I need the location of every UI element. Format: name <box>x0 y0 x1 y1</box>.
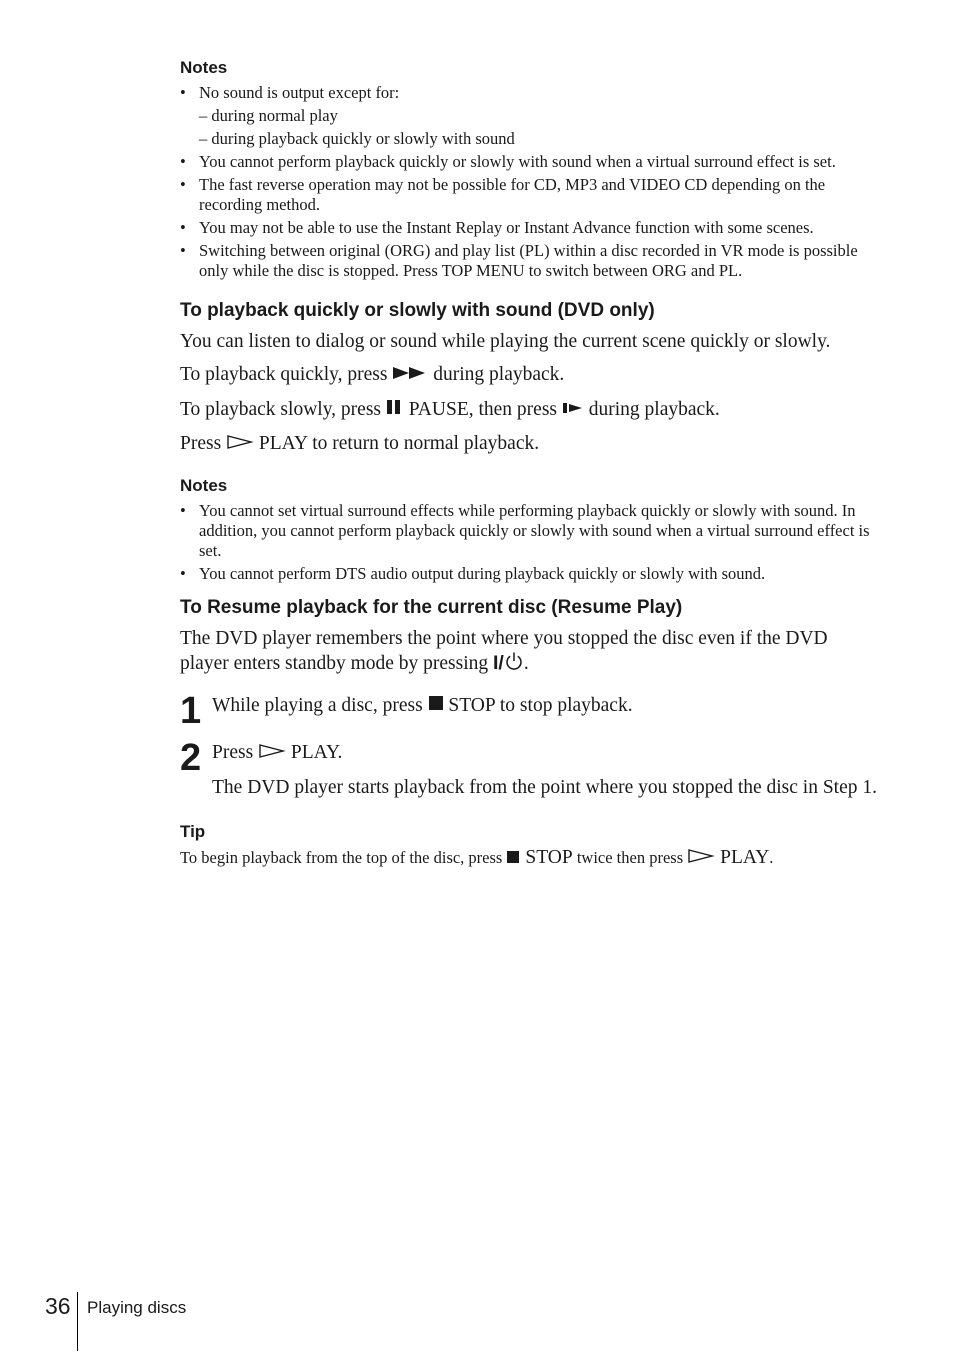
note-item: • You cannot perform DTS audio output during playback quickly or slowly with sound. <box>180 563 766 583</box>
text: twice then press <box>572 847 688 867</box>
tip-text <box>180 847 880 870</box>
note-subitem: – during normal play <box>199 106 338 125</box>
step-1 <box>180 689 880 732</box>
step-2 <box>180 737 880 800</box>
note-item: • You may not be able to use the Instant Replay or Instant Advance function with some scenes. <box>180 218 814 237</box>
tip-block <box>180 822 880 870</box>
notes-block-2 <box>180 476 880 584</box>
text: during playback. <box>583 398 720 420</box>
note-text: No sound is output except for: <box>199 83 400 102</box>
play-icon <box>687 848 715 870</box>
fast-forward-icon <box>392 364 428 388</box>
note-item: • The fast reverse operation may not be possible for CD, MP3 and VIDEO CD depending on the recording method. <box>180 175 826 214</box>
section-playback-speed <box>180 299 880 457</box>
text: PLAY. <box>286 742 343 764</box>
power-icon <box>504 651 524 678</box>
paragraph <box>180 398 880 423</box>
notes-heading: Notes <box>180 475 228 495</box>
step-text <box>212 694 880 719</box>
text: Press <box>212 742 259 764</box>
notes-heading: Notes <box>180 58 228 77</box>
footer-section-title: Playing discs <box>87 1298 187 1317</box>
note-item: • You cannot perform playback quickly or slowly with sound when a virtual surround effect is set. <box>180 152 836 171</box>
text: . <box>769 847 774 867</box>
step-number: 1 <box>180 689 202 732</box>
note-text: You cannot perform DTS audio output during playback quickly or slowly with sound. <box>199 563 766 583</box>
text: To playback quickly, press <box>180 364 393 385</box>
note-text: You cannot perform playback quickly or slowly with sound when a virtual surround effect is set. <box>199 152 836 171</box>
note-subitem: – during playback quickly or slowly with sound <box>199 129 515 148</box>
text: STOP to stop playback. <box>443 694 633 716</box>
text: To begin playback from the top of the disc, press <box>180 847 507 867</box>
play-icon <box>258 742 286 766</box>
stop-icon <box>506 848 520 870</box>
play-icon <box>226 433 254 457</box>
step-detail: The DVD player starts playback from the point where you stopped the disc in Step 1. <box>212 776 878 798</box>
text: Press <box>180 433 227 455</box>
text: . <box>523 652 529 674</box>
paragraph <box>180 432 880 457</box>
pause-icon <box>386 398 404 422</box>
text: STOP <box>520 846 573 868</box>
note-text: You cannot set virtual surround effects while performing playback quickly or slowly with sound. In addition, you cannot perform playback quickly or slowly with sound when a virtual surround effect is set. <box>199 500 870 560</box>
stop-icon <box>428 694 444 718</box>
text: PLAY <box>715 846 770 868</box>
paragraph <box>180 363 880 388</box>
page-content <box>180 58 880 870</box>
text: to return to normal playback. <box>307 433 540 455</box>
text: To playback slowly, press <box>180 398 386 420</box>
step-text <box>212 741 880 766</box>
note-text: The fast reverse operation may not be possible for CD, MP3 and VIDEO CD depending on the recording method. <box>199 175 826 214</box>
note-item: • Switching between original (ORG) and play list (PL) within a disc recorded in VR mode is possible only while the disc is stopped. Press TOP MENU to switch between ORG and PL. <box>180 241 858 280</box>
note-item: • No sound is output except for: – during normal play – during playback quickly or slowly with sound <box>180 83 880 149</box>
text: While playing a disc, press <box>212 694 428 716</box>
section-resume-play <box>180 596 880 800</box>
footer-divider <box>77 1292 78 1351</box>
notes-list <box>180 83 880 281</box>
note-text: You may not be able to use the Instant Replay or Instant Advance function with some scenes. <box>199 218 814 237</box>
note-text: Switching between original (ORG) and play list (PL) within a disc recorded in VR mode is possible only while the disc is stopped. Press TOP MENU to switch between ORG and PL. <box>199 241 858 280</box>
text: PLAY <box>254 433 308 455</box>
notes-list <box>180 501 880 584</box>
step-number: 2 <box>180 737 202 780</box>
text: PAUSE, then press <box>403 398 562 420</box>
page-number: 36 <box>45 1293 71 1319</box>
paragraph: You can listen to dialog or sound while playing the current scene quickly or slowly. <box>180 331 831 352</box>
section-heading: To Resume playback for the current disc (Resume Play) <box>180 596 683 618</box>
text: The DVD player remembers the point where you stopped the disc even if the DVD player enters standby mode by pressing <box>180 627 828 674</box>
power-label: I/ <box>493 651 504 674</box>
slow-play-icon <box>562 398 584 422</box>
paragraph <box>180 627 880 678</box>
notes-block-1 <box>180 58 880 281</box>
section-heading: To playback quickly or slowly with sound (DVD only) <box>180 300 655 321</box>
text: during playback. <box>428 364 565 385</box>
tip-heading: Tip <box>180 821 206 841</box>
note-item: • You cannot set virtual surround effects while performing playback quickly or slowly with sound. In addition, you cannot perform playback quickly or slowly with sound when a virtual surround effect is set. <box>180 500 870 560</box>
